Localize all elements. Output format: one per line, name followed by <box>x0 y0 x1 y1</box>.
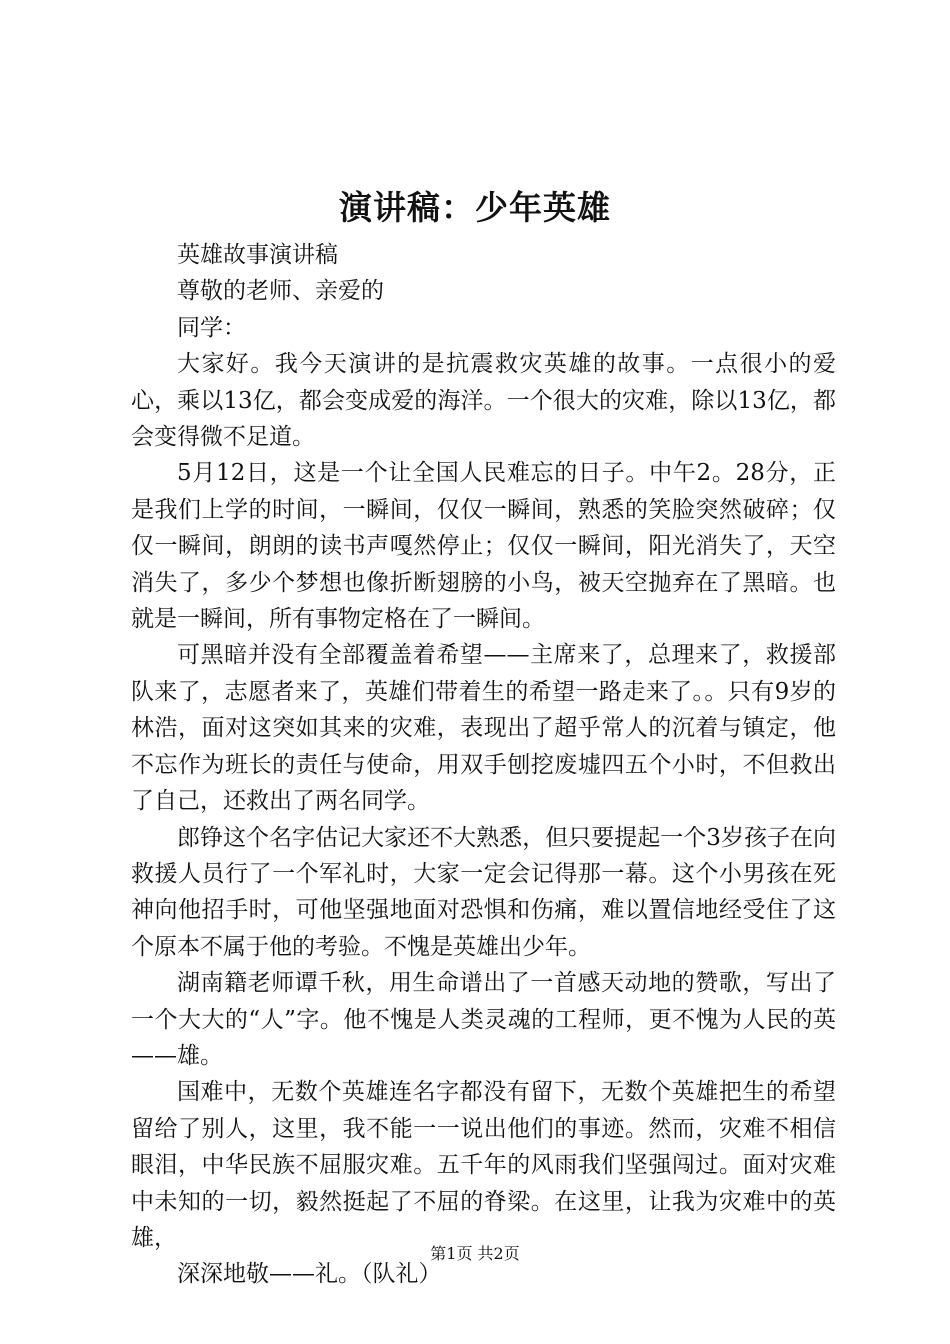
paragraph: 同学： <box>177 314 246 341</box>
paragraph: 大家好。我今天演讲的是抗震救灾英雄的故事。一点很小的爱心，乘以13亿，都会变成爱的海洋。一个很大的灾难，除以13亿，都会变得微不足道。 <box>131 351 836 451</box>
paragraph: 尊敬的老师、亲爱的 <box>177 278 384 305</box>
page-number-footer: 第1页 共2页 <box>430 1244 520 1263</box>
paragraph: 英雄故事演讲稿 <box>177 242 338 268</box>
paragraph: 国难中，无数个英雄连名字都没有留下，无数个英雄把生的希望留给了别人，这里，我不能一一说出他们的事迹。然而，灾难不相信眼泪，中华民族不屈服灾难。五千年的风雨我们坚强闯过。面对灾难中未知的一切，毅然挺起了不屈的脊梁。在这里，让我为灾难中的英雄， <box>131 1079 836 1251</box>
paragraph: 湖南籍老师谭千秋，用生命谱出了一首感天动地的赞歌，写出了一个大大的“人”字。他不愧是人类灵魂的工程师，更不愧为人民的英——雄。 <box>131 970 836 1069</box>
document-title: 演讲稿：少年英雄 <box>339 188 611 227</box>
document-body <box>131 237 836 1293</box>
paragraph: 郎铮这个名字估记大家还不大熟悉，但只要提起一个3岁孩子在向救援人员行了一个军礼时，大家一定会记得那一幕。这个小男孩在死神向他招手时，可他坚强地面对恐惧和伤痛，难以置信地经受住了这个原本不属于他的考验。不愧是英雄出少年。 <box>131 824 836 960</box>
paragraph: 深深地敬——礼。（队礼） <box>177 1261 442 1288</box>
paragraph: 可黑暗并没有全部覆盖着希望——主席来了，总理来了，救援部队来了，志愿者来了，英雄们带着生的希望一路走来了。。只有9岁的林浩，面对这突如其来的灾难，表现出了超乎常人的沉着与镇定，他不忘作为班长的责任与使命，用双手刨挖废墟四五个小时，不但救出了自己，还救出了两名同学。 <box>131 642 836 815</box>
paragraph: 5月12日，这是一个让全国人民难忘的日子。中午2。28分，正是我们上学的时间，一瞬间，仅仅一瞬间，熟悉的笑脸突然破碎；仅仅一瞬间，朗朗的读书声嘎然停止；仅仅一瞬间，阳光消失了，天空消失了，多少个梦想也像折断翅膀的小鸟，被天空抛弃在了黑暗。也就是一瞬间，所有事物定格在了一瞬间。 <box>131 460 836 633</box>
